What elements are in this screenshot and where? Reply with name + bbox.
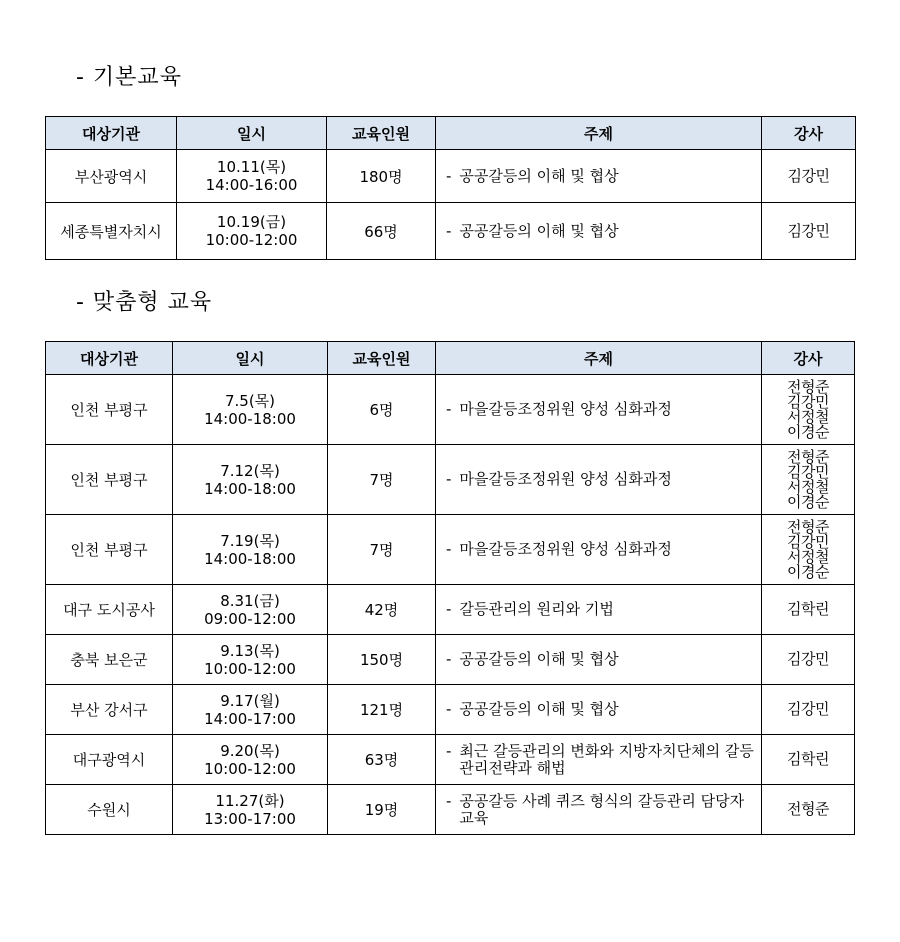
time-text: 14:00-16:00 [205, 176, 298, 194]
instructor-name: 김강민 [787, 532, 829, 551]
topic-text: 갈등관리의 원리와 기법 [459, 600, 614, 618]
instructor-name: 전형준 [787, 447, 829, 466]
topic-wrap [446, 401, 761, 418]
topic-wrap [446, 168, 761, 185]
org-cell: 인천 부평구 [46, 375, 173, 445]
instructor-name: 전형준 [787, 377, 829, 396]
date-cell [173, 685, 328, 735]
instructor-name: 김강민 [787, 166, 830, 185]
instructor-name: 김강민 [787, 700, 829, 718]
section-title-custom: - 맞춤형 교육 [76, 290, 213, 315]
topic-cell [436, 635, 762, 685]
date-text: 10.11(목) [216, 158, 287, 176]
topic-text: 공공갈등의 이해 및 협상 [459, 700, 619, 718]
table-header-row [46, 117, 856, 150]
topic-text: 마을갈등조정위원 양성 심화과정 [459, 400, 672, 418]
time-text: 09:00-12:00 [204, 609, 296, 628]
count-cell: 63명 [328, 735, 436, 785]
date-cell [177, 203, 327, 260]
date-text: 9.20(목) [220, 741, 280, 760]
topic-text: 공공갈등의 이해 및 협상 [459, 166, 619, 185]
topic-cell [436, 515, 762, 585]
time-text: 14:00-18:00 [204, 479, 296, 498]
topic-dash: - [446, 600, 452, 618]
instructor-cell [762, 735, 855, 785]
org-cell: 세종특별자치시 [46, 203, 177, 260]
topic-text: 공공갈등의 이해 및 협상 [459, 221, 619, 240]
topic-dash: - [446, 741, 452, 760]
topic-cell [436, 585, 762, 635]
date-text: 10.19(금) [216, 213, 287, 231]
instructor-name: 김학린 [787, 750, 829, 768]
topic-wrap [446, 541, 761, 558]
topic-dash: - [446, 166, 452, 185]
table-row [46, 585, 855, 635]
instructor-name: 김강민 [787, 650, 829, 668]
topic-dash: - [446, 221, 452, 240]
instructor-cell [762, 445, 855, 515]
header-date: 일시 [177, 117, 327, 150]
instructor-name: 이경순 [787, 562, 829, 581]
custom-education-table [45, 341, 855, 835]
time-text: 13:00-17:00 [204, 809, 296, 828]
topic-text: 마을갈등조정위원 양성 심화과정 [459, 540, 672, 558]
instructor-cell [762, 375, 855, 445]
instructor-name: 서정철 [787, 477, 829, 496]
org-cell: 부산 강서구 [46, 685, 173, 735]
topic-wrap [446, 743, 761, 777]
instructor-name: 이경순 [787, 422, 829, 441]
header-org: 대상기관 [46, 342, 173, 375]
header-instructor: 강사 [762, 117, 856, 150]
section-title-basic: - 기본교육 [76, 65, 182, 90]
date-text: 7.5(목) [224, 391, 276, 410]
topic-cell [436, 685, 762, 735]
instructor-name: 김강민 [787, 392, 829, 411]
date-text: 7.12(목) [220, 461, 280, 480]
instructor-cell [762, 785, 855, 835]
org-cell: 수원시 [46, 785, 173, 835]
topic-text: 마을갈등조정위원 양성 심화과정 [459, 470, 672, 488]
date-cell [173, 635, 328, 685]
instructor-name: 전형준 [787, 800, 829, 818]
table-row [46, 635, 855, 685]
date-text: 7.19(목) [220, 531, 280, 550]
date-text: 8.31(금) [220, 591, 280, 610]
topic-dash: - [446, 700, 452, 718]
topic-dash: - [446, 400, 452, 418]
topic-cell [436, 735, 762, 785]
instructor-cell [762, 150, 856, 203]
topic-wrap [446, 651, 761, 668]
date-cell [173, 785, 328, 835]
topic-cell [436, 375, 762, 445]
org-cell: 대구 도시공사 [46, 585, 173, 635]
table-row [46, 150, 856, 203]
topic-text: 공공갈등 사례 퀴즈 형식의 갈등관리 담당자 교육 [459, 791, 745, 827]
topic-wrap [446, 223, 761, 240]
instructor-name: 김강민 [787, 462, 829, 481]
org-cell: 충북 보은군 [46, 635, 173, 685]
header-instructor: 강사 [762, 342, 855, 375]
org-cell: 부산광역시 [46, 150, 177, 203]
count-cell: 42명 [328, 585, 436, 635]
count-cell: 7명 [328, 515, 436, 585]
table-row [46, 515, 855, 585]
count-cell: 66명 [327, 203, 436, 260]
topic-dash: - [446, 650, 452, 668]
date-cell [177, 150, 327, 203]
header-org: 대상기관 [46, 117, 177, 150]
topic-text: 공공갈등의 이해 및 협상 [459, 650, 619, 668]
instructor-name: 김학린 [787, 600, 829, 618]
topic-wrap [446, 793, 761, 827]
topic-cell [436, 785, 762, 835]
topic-dash: - [446, 791, 452, 810]
topic-cell [436, 203, 762, 260]
instructor-name: 김강민 [787, 221, 830, 240]
header-count: 교육인원 [328, 342, 436, 375]
table-header-row [46, 342, 855, 375]
instructor-name: 서정철 [787, 547, 829, 566]
header-topic: 주제 [436, 117, 762, 150]
date-cell [173, 375, 328, 445]
table-row [46, 785, 855, 835]
date-cell [173, 585, 328, 635]
header-count: 교육인원 [327, 117, 436, 150]
topic-dash: - [446, 540, 452, 558]
org-cell: 대구광역시 [46, 735, 173, 785]
instructor-cell [762, 685, 855, 735]
time-text: 14:00-18:00 [204, 549, 296, 568]
topic-cell [436, 150, 762, 203]
instructor-cell [762, 585, 855, 635]
header-date: 일시 [173, 342, 328, 375]
topic-text: 최근 갈등관리의 변화와 지방자치단체의 갈등관리전략과 해법 [459, 741, 754, 777]
date-cell [173, 445, 328, 515]
org-cell: 인천 부평구 [46, 515, 173, 585]
instructor-name: 전형준 [787, 517, 829, 536]
count-cell: 180명 [327, 150, 436, 203]
count-cell: 121명 [328, 685, 436, 735]
date-text: 9.17(월) [220, 691, 280, 710]
topic-wrap [446, 471, 761, 488]
count-cell: 150명 [328, 635, 436, 685]
table-row [46, 203, 856, 260]
instructor-name: 이경순 [787, 492, 829, 511]
table-row [46, 375, 855, 445]
topic-wrap [446, 601, 761, 618]
topic-wrap [446, 701, 761, 718]
date-text: 9.13(목) [220, 641, 280, 660]
basic-education-table [45, 116, 856, 260]
org-cell: 인천 부평구 [46, 445, 173, 515]
time-text: 10:00-12:00 [204, 759, 296, 778]
instructor-cell [762, 635, 855, 685]
table-row [46, 685, 855, 735]
topic-cell [436, 445, 762, 515]
time-text: 10:00-12:00 [204, 659, 296, 678]
date-cell [173, 515, 328, 585]
date-cell [173, 735, 328, 785]
time-text: 14:00-17:00 [204, 709, 296, 728]
instructor-name: 서정철 [787, 407, 829, 426]
time-text: 10:00-12:00 [205, 231, 298, 249]
topic-dash: - [446, 470, 452, 488]
table-row [46, 735, 855, 785]
count-cell: 7명 [328, 445, 436, 515]
instructor-cell [762, 203, 856, 260]
header-topic: 주제 [436, 342, 762, 375]
count-cell: 6명 [328, 375, 436, 445]
table-row [46, 445, 855, 515]
time-text: 14:00-18:00 [204, 409, 296, 428]
instructor-cell [762, 515, 855, 585]
date-text: 11.27(화) [215, 791, 285, 810]
count-cell: 19명 [328, 785, 436, 835]
